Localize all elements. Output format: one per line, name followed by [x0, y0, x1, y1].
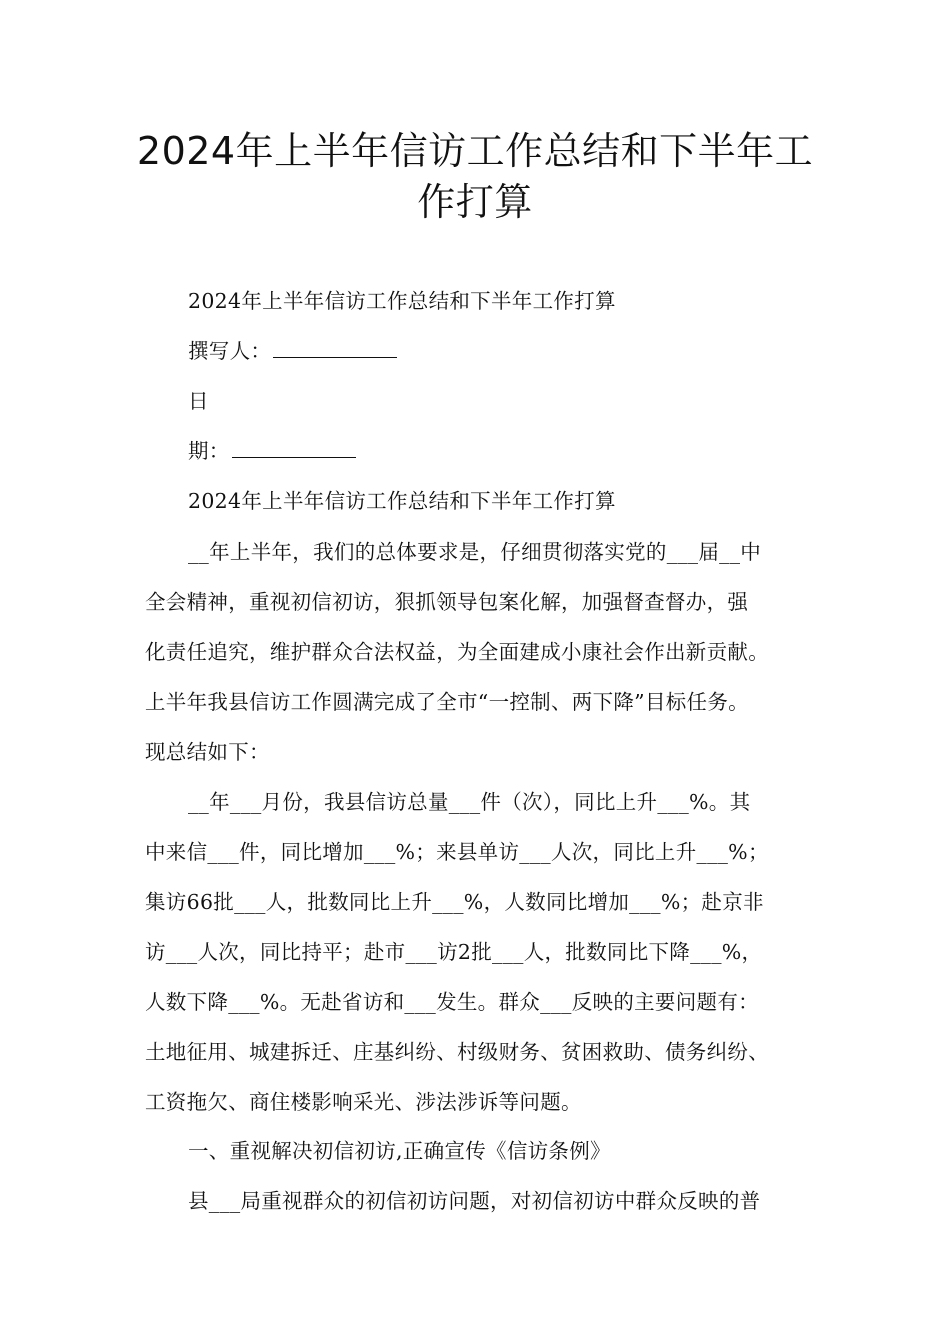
- paragraph-1-line: 上半年我县信访工作圆满完成了全市“一控制、两下降”目标任务。: [145, 690, 749, 714]
- paragraph-2-line: 集访66批___人，批数同比上升___%，人数同比增加___%；赴京非: [145, 890, 764, 914]
- author-label: 撰写人：: [188, 339, 272, 363]
- title-line-2: 作打算: [417, 180, 533, 224]
- paragraph-2-line: 土地征用、城建拆迁、庄基纠纷、村级财务、贫困救助、债务纠纷、: [145, 1040, 769, 1064]
- date-label: 期：: [188, 439, 230, 463]
- paragraph-2-line: 工资拖欠、商住楼影响采光、涉法涉诉等问题。: [145, 1090, 582, 1114]
- paragraph-1-line: 现总结如下：: [145, 740, 270, 764]
- paragraph-1-line: 全会精神，重视初信初访，狠抓领导包案化解，加强督查督办，强: [145, 590, 749, 614]
- paragraph-1-line: __年上半年，我们的总体要求是，仔细贯彻落实党的___届__中: [188, 540, 762, 564]
- paragraph-2-line: 人数下降___%。无赴省访和___发生。群众___反映的主要问题有：: [145, 990, 759, 1014]
- subtitle-repeat: 2024年上半年信访工作总结和下半年工作打算: [188, 489, 616, 513]
- date-blank: [232, 439, 356, 458]
- date-label-line-1: 日: [188, 389, 209, 413]
- section-1-heading: 一、重视解决初信初访,正确宣传《信访条例》: [188, 1139, 611, 1163]
- paragraph-2-line: 中来信___件，同比增加___%；来县单访___人次，同比上升___%；: [145, 840, 769, 864]
- paragraph-1-line: 化责任追究，维护群众合法权益，为全面建成小康社会作出新贡献。: [145, 640, 769, 664]
- document-title: [130, 126, 820, 228]
- author-line: [188, 336, 397, 366]
- paragraph-2-line: 访___人次，同比持平；赴市___访2批___人，批数同比下降___%，: [145, 940, 763, 964]
- subtitle: 2024年上半年信访工作总结和下半年工作打算: [188, 289, 616, 313]
- paragraph-2-line: __年___月份，我县信访总量___件（次），同比上升___%。其: [188, 790, 751, 814]
- paragraph-3-line: 县___局重视群众的初信初访问题，对初信初访中群众反映的普: [188, 1189, 761, 1213]
- date-line: [188, 436, 356, 466]
- author-blank: [273, 339, 397, 358]
- title-line-1: 2024年上半年信访工作总结和下半年工: [136, 129, 814, 173]
